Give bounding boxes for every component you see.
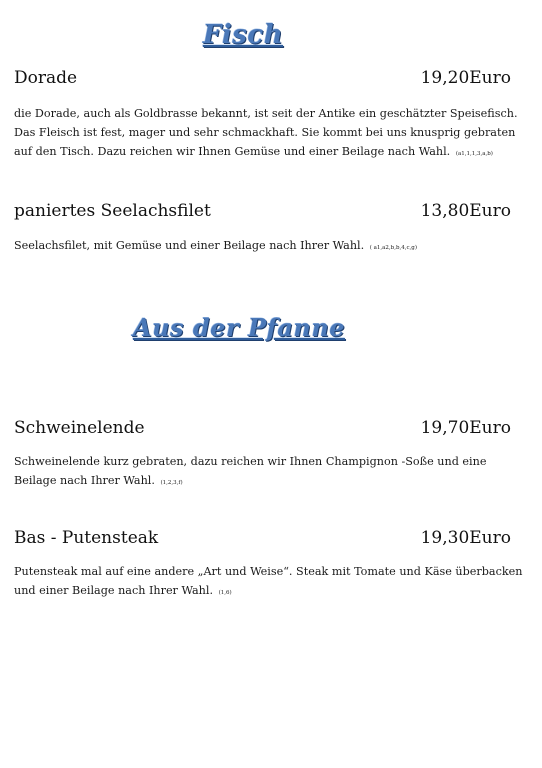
dish-description-schweinelende <box>14 452 526 493</box>
dish-description-text: die Dorade, auch als Goldbrasse bekannt, ist seit der Antike ein geschätzter Speisefisch. Das Fleisch ist fest, mager und sehr schmackhaft. Sie kommt bei uns knusprig gebraten auf den Tisch. Dazu reichen wir Ihnen Gemüse und einer Beilage nach Wahl. <box>14 107 518 158</box>
section-title-fisch: Fisch <box>202 20 284 50</box>
allergen-codes: ( a1,a2,b,b,4,c,g) <box>369 245 417 251</box>
dish-description-dorade <box>14 104 526 164</box>
dish-name-dorade: Dorade <box>14 68 78 88</box>
dish-name-seelachsfilet: paniertes Seelachsfilet <box>14 201 211 221</box>
dish-description-text: Seelachsfilet, mit Gemüse und einer Beilage nach Ihrer Wahl. <box>14 239 365 252</box>
dish-price-seelachsfilet: 13,80Euro <box>420 201 511 221</box>
allergen-codes: (1,2,3,f) <box>160 480 183 486</box>
section-title-aus-der-pfanne: Aus der Pfanne <box>132 313 346 342</box>
dish-name-putensteak: Bas - Putensteak <box>14 528 159 548</box>
dish-description-seelachsfilet <box>14 236 526 258</box>
dish-price-schweinelende: 19,70Euro <box>420 418 511 438</box>
dish-description-text: Putensteak mal auf eine andere „Art und Weise“. Steak mit Tomate und Käse überbacken und einer Beilage nach Ihrer Wahl. <box>14 565 523 597</box>
dish-description-text: Schweinelende kurz gebraten, dazu reichen wir Ihnen Champignon -Soße und eine Beilage nach Ihrer Wahl. <box>14 455 487 487</box>
dish-name-schweinelende: Schweinelende <box>14 418 145 438</box>
dish-description-putensteak <box>14 562 526 603</box>
dish-price-dorade: 19,20Euro <box>420 68 511 88</box>
allergen-codes: (1,6) <box>218 590 232 596</box>
dish-price-putensteak: 19,30Euro <box>420 528 511 548</box>
allergen-codes: (a1,1,1,3,a,b) <box>455 151 493 157</box>
